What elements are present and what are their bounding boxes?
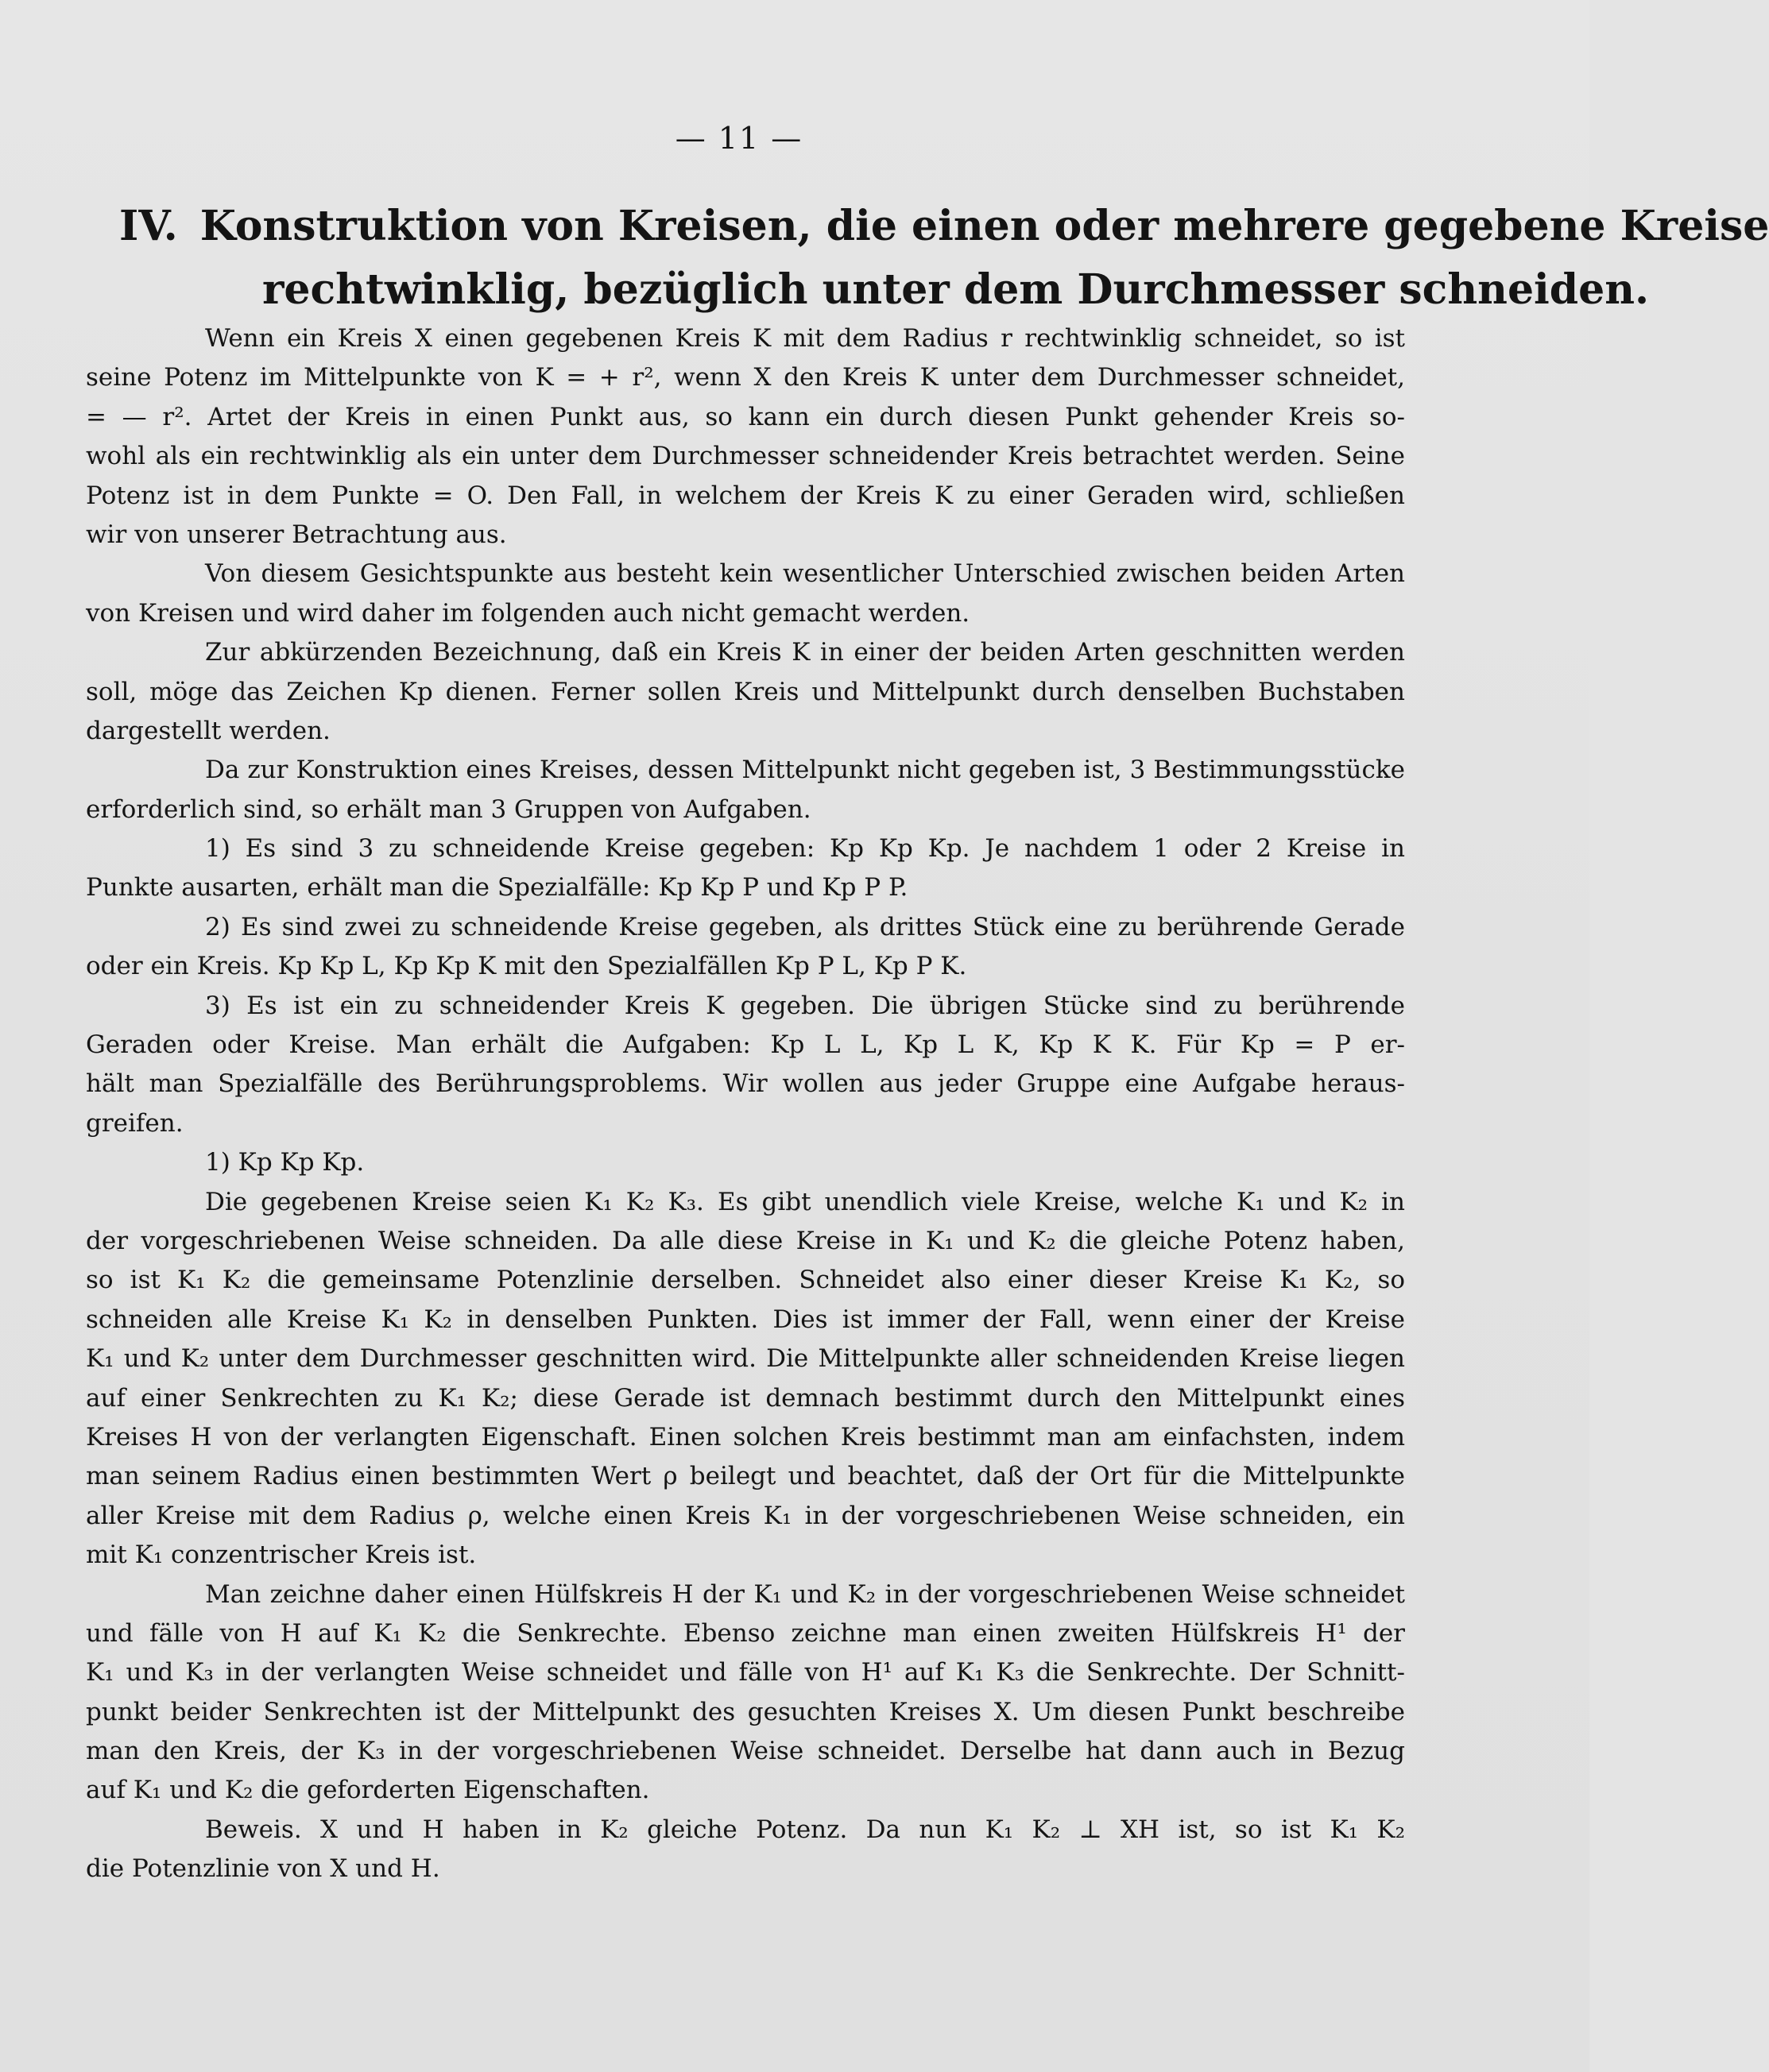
text-line: die Potenzlinie von X und H.	[86, 1854, 440, 1884]
text-line: 1) Kp Kp Kp.	[205, 1148, 365, 1177]
text-line: 3) Es ist ein zu schneidender Kreis K gegeben. Die übrigen Stücke sind zu berührende	[205, 991, 1405, 1020]
text-line: Zur abkürzenden Bezeichnung, daß ein Kreis K in einer der beiden Arten geschnitten werden	[205, 638, 1405, 667]
text-line: mit K₁ conzentrischer Kreis ist.	[86, 1540, 477, 1570]
text-line: Von diesem Gesichtspunkte aus besteht kein wesentlicher Unterschied zwischen beiden Arten	[205, 559, 1405, 589]
text-line: Man zeichne daher einen Hülfskreis H der K₁ und K₂ in der vorgeschriebenen Weise schneidet	[205, 1579, 1405, 1609]
text-line: dargestellt werden.	[86, 716, 331, 745]
text-line: Kreises H von der verlangten Eigenschaft. Einen solchen Kreis bestimmt man am einfachsten, indem	[86, 1422, 1405, 1452]
text-line: seine Potenz im Mittelpunkte von K = + r², wenn X den Kreis K unter dem Durchmesser schneidet,	[86, 363, 1405, 392]
text-line: 1) Es sind 3 zu schneidende Kreise gegeben: Kp Kp Kp. Je nachdem 1 oder 2 Kreise in	[205, 834, 1405, 864]
text-line: Geraden oder Kreise. Man erhält die Aufgaben: Kp L L, Kp L K, Kp K K. Für Kp = P er-	[86, 1030, 1405, 1060]
text-line: = — r². Artet der Kreis in einen Punkt aus, so kann ein durch diesen Punkt gehender Kreis so-	[86, 402, 1405, 431]
section-heading	[119, 195, 1769, 322]
text-line: soll, möge das Zeichen Kp dienen. Ferner sollen Kreis und Mittelpunkt durch denselben Buchstaben	[86, 677, 1405, 706]
text-line: schneiden alle Kreise K₁ K₂ in denselben Punkten. Dies ist immer der Fall, wenn einer der Kreise	[86, 1305, 1405, 1334]
text-line: K₁ und K₂ unter dem Durchmesser geschnitten wird. Die Mittelpunkte aller schneidenden Kreise liegen	[86, 1344, 1405, 1374]
text-line: greifen.	[86, 1108, 184, 1138]
text-line: Wenn ein Kreis X einen gegebenen Kreis K mit dem Radius r rechtwinklig schneidet, so ist	[205, 324, 1405, 353]
body-text	[86, 319, 1405, 1889]
section-number: IV.	[119, 202, 178, 250]
text-line: Beweis. X und H haben in K₂ gleiche Potenz. Da nun K₁ K₂ ⊥ XH ist, so ist K₁ K₂	[205, 1815, 1405, 1844]
text-line: Da zur Konstruktion eines Kreises, dessen Mittelpunkt nicht gegeben ist, 3 Bestimmungsstücke	[205, 756, 1405, 785]
text-line: und fälle von H auf K₁ K₂ die Senkrechte. Ebenso zeichne man einen zweiten Hülfskreis H¹ der	[86, 1618, 1405, 1648]
text-line: von Kreisen und wird daher im folgenden auch nicht gemacht werden.	[86, 598, 970, 628]
text-line: 2) Es sind zwei zu schneidende Kreise gegeben, als drittes Stück eine zu berührende Gerade	[205, 912, 1405, 941]
heading-line-2: rechtwinklig, bezüglich unter dem Durchmesser schneiden.	[262, 265, 1650, 314]
heading-line-1	[119, 195, 1769, 258]
text-line: Potenz ist in dem Punkte = O. Den Fall, in welchem der Kreis K zu einer Geraden wird, schließen	[86, 481, 1405, 510]
heading-text-1: Konstruktion von Kreisen, die einen oder mehrere gegebene Kreise	[199, 202, 1769, 250]
text-line: hält man Spezialfälle des Berührungsproblems. Wir wollen aus jeder Gruppe eine Aufgabe heraus-	[86, 1069, 1405, 1099]
text-line: Punkte ausarten, erhält man die Spezialfälle: Kp Kp P und Kp P P.	[86, 873, 908, 903]
text-line: oder ein Kreis. Kp Kp L, Kp Kp K mit den Spezialfällen Kp P L, Kp P K.	[86, 952, 967, 981]
text-line: Die gegebenen Kreise seien K₁ K₂ K₃. Es gibt unendlich viele Kreise, welche K₁ und K₂ in	[205, 1187, 1405, 1216]
text-line: auf einer Senkrechten zu K₁ K₂; diese Gerade ist demnach bestimmt durch den Mittelpunkt eines	[86, 1383, 1405, 1413]
text-line: man den Kreis, der K₃ in der vorgeschriebenen Weise schneidet. Derselbe hat dann auch in Bezug	[86, 1737, 1405, 1766]
text-line: so ist K₁ K₂ die gemeinsame Potenzlinie derselben. Schneidet also einer dieser Kreise K₁ K₂, so	[86, 1266, 1405, 1295]
text-line: wir von unserer Betrachtung aus.	[86, 520, 507, 549]
text-line: aller Kreise mit dem Radius ρ, welche einen Kreis K₁ in der vorgeschriebenen Weise schneiden, ein	[86, 1501, 1405, 1530]
page-number: — 11 —	[675, 121, 803, 156]
text-line: auf K₁ und K₂ die geforderten Eigenschaften.	[86, 1776, 650, 1805]
text-line: der vorgeschriebenen Weise schneiden. Da alle diese Kreise in K₁ und K₂ die gleiche Potenz haben,	[86, 1226, 1405, 1255]
text-line: erforderlich sind, so erhält man 3 Gruppen von Aufgaben.	[86, 794, 811, 824]
text-line: wohl als ein rechtwinklig als ein unter dem Durchmesser schneidender Kreis betrachtet werden. Seine	[86, 442, 1405, 471]
text-line: man seinem Radius einen bestimmten Wert ρ beilegt und beachtet, daß der Ort für die Mittelpunkte	[86, 1462, 1405, 1491]
text-line: punkt beider Senkrechten ist der Mittelpunkt des gesuchten Kreises X. Um diesen Punkt beschreibe	[86, 1697, 1405, 1726]
text-line: K₁ und K₃ in der verlangten Weise schneidet und fälle von H¹ auf K₁ K₃ die Senkrechte. Der Schnitt-	[86, 1658, 1405, 1687]
